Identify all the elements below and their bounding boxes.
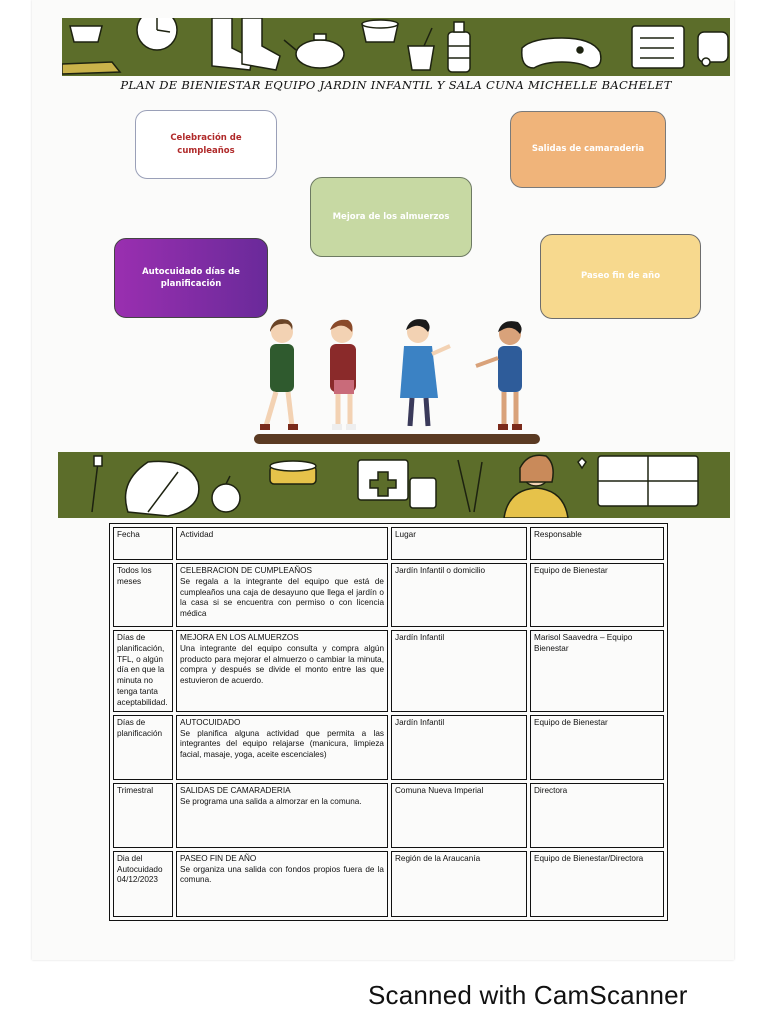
children-in-uniform-illustration (250, 314, 550, 452)
bottle-icon (448, 22, 470, 72)
leafy-vegetable-icon (126, 461, 199, 516)
page-title: PLAN DE BIENIESTAR EQUIPO JARDIN INFANTIL Y SALA CUNA MICHELLE BACHELET (120, 78, 672, 92)
activity-box-paseo: Paseo fin de año (540, 234, 701, 319)
activity-box-camaraderia: Salidas de camaraderia (510, 111, 666, 188)
cell-actividad (176, 630, 388, 712)
cell-lugar: Comuna Nueva Imperial (391, 783, 527, 848)
child-figure (260, 319, 298, 430)
activity-box-cumpleanos: Celebración de cumpleaños (135, 110, 277, 179)
child-figure (330, 320, 356, 430)
teapot-icon (284, 34, 344, 68)
table-header-row (113, 527, 664, 560)
cell-lugar: Jardín Infantil o domicilio (391, 563, 527, 627)
activity-box-almuerzos: Mejora de los almuerzos (310, 177, 472, 257)
cell-actividad (176, 783, 388, 848)
game-controller-icon (522, 38, 601, 68)
cell-responsable: Directora (530, 783, 664, 848)
cell-responsable: Equipo de Bienestar/Directora (530, 851, 664, 917)
child-figure (476, 321, 522, 430)
fork-knife-icon (458, 460, 482, 512)
cell-fecha: Días de planificación, TFL, o algún día en que la minuta no tenga tanta aceptabilidad. (113, 630, 173, 712)
heart-icon (578, 458, 586, 468)
cell-actividad (176, 851, 388, 917)
notebook-icon (632, 26, 684, 68)
header-responsable: Responsable (530, 527, 664, 560)
ground-plank (254, 434, 540, 444)
table-row (113, 630, 664, 712)
activity-description: Se regala a la integrante del equipo que está de cumpleaños una caja de desayuno que llega el jardín o la casa si se encuentra con permiso o con licencia médica (180, 576, 384, 619)
cell-fecha: Días de planificación (113, 715, 173, 780)
video-call-icon (598, 456, 698, 506)
bus-icon (698, 32, 728, 66)
socks-icon (212, 18, 280, 70)
cell-lugar: Región de la Araucanía (391, 851, 527, 917)
cup-icon (362, 20, 398, 42)
decorative-banner-top (62, 18, 730, 76)
cell-responsable: Equipo de Bienestar (530, 563, 664, 627)
cell-fecha: Dia del Autocuidado 04/12/2023 (113, 851, 173, 917)
cell-lugar: Jardín Infantil (391, 715, 527, 780)
header-fecha: Fecha (113, 527, 173, 560)
activity-description: Una integrante del equipo consulta y compra algún producto para mejorar el almuerzo o cambiar la minuta, compra y después se divide el monto entre las que estuvieron de acuerdo. (180, 643, 384, 686)
activity-description: Se organiza una salida con fondos propios fuera de la comuna. (180, 864, 384, 885)
drink-glass-icon (408, 28, 434, 70)
header-actividad: Actividad (176, 527, 388, 560)
activity-title: MEJORA EN LOS ALMUERZOS (180, 633, 299, 642)
table-row (113, 715, 664, 780)
camscanner-watermark: Scanned with CamScanner (368, 980, 688, 1010)
cell-lugar: Jardín Infantil (391, 630, 527, 712)
clock-icon (137, 18, 177, 50)
activity-description: Se planifica alguna actividad que permita a las integrantes del equipo relajarse (manicura, limpieza facial, masaje, yoga, aceite escenciales) (180, 728, 384, 760)
cell-responsable: Equipo de Bienestar (530, 715, 664, 780)
header-lugar: Lugar (391, 527, 527, 560)
activity-title: PASEO FIN DE AÑO (180, 853, 257, 863)
activity-box-autocuidado: Autocuidado días de planificación (114, 238, 268, 318)
brush-icon (92, 456, 102, 512)
activity-table (109, 523, 668, 921)
decorative-banner-bottom (58, 452, 730, 518)
activity-description: Se programa una salida a almorzar en la comuna. (180, 796, 362, 806)
apple-icon (212, 476, 240, 512)
table-row (113, 851, 664, 917)
cell-actividad (176, 715, 388, 780)
table-row (113, 783, 664, 848)
cell-fecha: Trimestral (113, 783, 173, 848)
table-row (113, 563, 664, 627)
child-figure (400, 319, 450, 426)
activity-title: AUTOCUIDADO (180, 717, 241, 727)
first-aid-kit-icon (358, 460, 436, 508)
woman-icon (504, 455, 568, 518)
activity-title: SALIDAS DE CAMARADERIA (180, 785, 291, 795)
activity-title: CELEBRACION DE CUMPLEAÑOS (180, 566, 312, 575)
cell-actividad (176, 563, 388, 627)
cell-responsable: Marisol Saavedra – Equipo Bienestar (530, 630, 664, 712)
cream-jar-icon (270, 461, 316, 484)
cell-fecha: Todos los meses (113, 563, 173, 627)
